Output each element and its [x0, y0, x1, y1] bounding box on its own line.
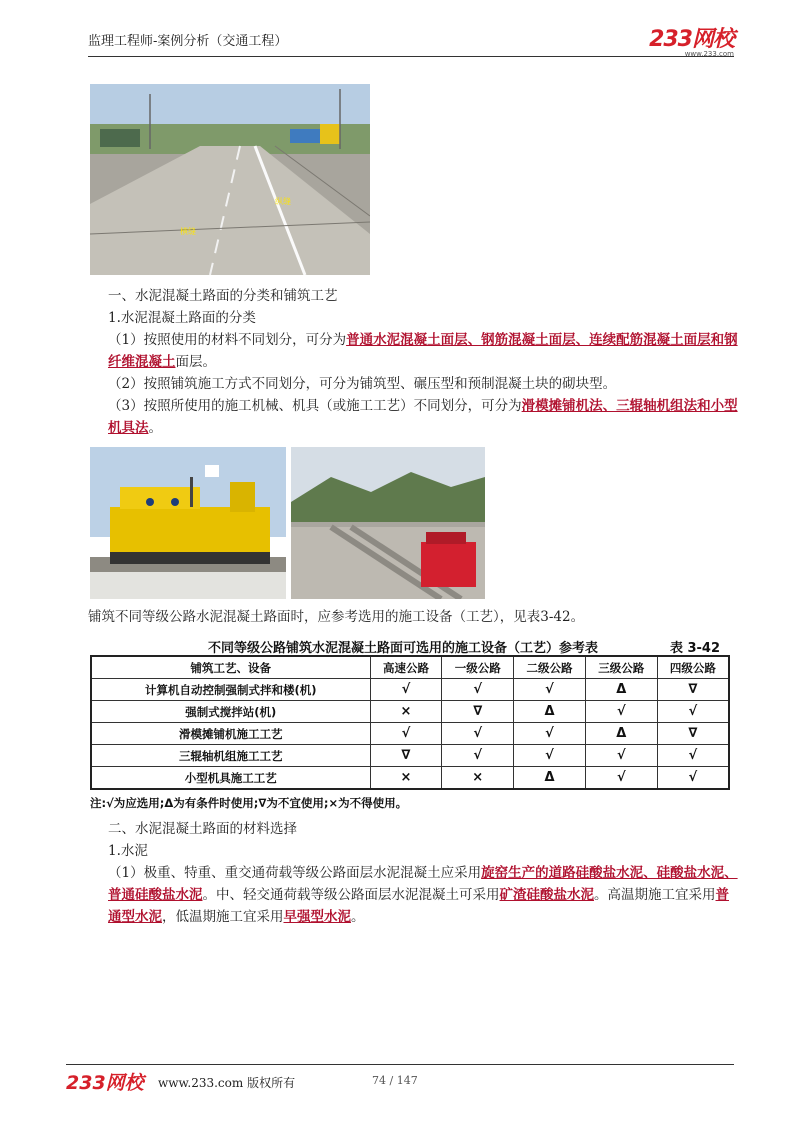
highlight-ordinary-cement: 普通型水泥	[108, 887, 729, 925]
table-cell: ×	[370, 767, 442, 790]
table-cell: ∇	[657, 723, 729, 745]
transverse-joint-label: 横缝	[180, 227, 196, 236]
table-cell: √	[514, 723, 586, 745]
page-number: 74 / 147	[372, 1074, 418, 1087]
section1-paragraph-2: （2）按照铺筑施工方式不同划分，可分为铺筑型、碾压型和预制混凝土块的砌块型。	[108, 376, 617, 392]
highlight-construction-methods: 滑模摊铺机法、三辊轴机组法和小型机具法	[108, 398, 738, 436]
table-cell: Δ	[585, 723, 657, 745]
table-cell: 三辊轴机组施工工艺	[91, 745, 370, 767]
highlight-slag-cement: 矿渣硅酸盐水泥	[499, 887, 594, 903]
table-row	[91, 723, 729, 745]
footer-copyright: www.233.com 版权所有	[158, 1076, 296, 1090]
brand-logo-url: www.233.com	[684, 50, 734, 58]
table-row	[91, 679, 729, 701]
section1-paragraph-1: （1）按照使用的材料不同划分，可分为普通水泥混凝土面层、钢筋混凝土面层、连续配筋混凝土面层和钢纤维混凝土面层。	[108, 332, 738, 370]
table-header-cell: 三级公路	[585, 656, 657, 679]
table-cell: Δ	[514, 701, 586, 723]
table-cell: ∇	[442, 701, 514, 723]
header-title: 监理工程师-案例分析（交通工程）	[88, 34, 288, 49]
longitudinal-joint-label: 纵缝	[275, 197, 291, 206]
table-title: 不同等级公路铺筑水泥混凝土路面可选用的施工设备（工艺）参考表	[208, 641, 599, 656]
section2-paragraph-1: （1）极重、特重、重交通荷载等级公路面层水泥混凝土应采用旋窑生产的道路硅酸盐水泥、硅酸盐水泥、普通硅酸盐水泥。中、轻交通荷载等级公路面层水泥混凝土可采用矿渣硅酸盐水泥。高温期施工宜采用普通型水泥，低温期施工宜采用早强型水泥。	[108, 865, 738, 925]
highlight-material-types: 普通水泥混凝土面层、钢筋混凝土面层、连续配筋混凝土面层和钢纤维混凝土	[108, 332, 738, 370]
table-header-cell: 二级公路	[514, 656, 586, 679]
brand-logo-text: 233网校	[649, 27, 734, 52]
table-cell: √	[442, 679, 514, 701]
road-joints-photo	[90, 84, 370, 275]
section2-subheading: 1.水泥	[108, 843, 148, 859]
table-cell: √	[370, 723, 442, 745]
table-header-row	[91, 656, 729, 679]
table-header-cell: 高速公路	[370, 656, 442, 679]
table-reference-sentence: 铺筑不同等级公路水泥混凝土路面时，应参考选用的施工设备（工艺），见表3-42。	[88, 609, 585, 625]
section1-text	[88, 285, 742, 439]
section1-subheading: 1.水泥混凝土路面的分类	[108, 310, 256, 326]
table-cell: √	[514, 745, 586, 767]
table-cell: √	[585, 745, 657, 767]
table-cell: √	[442, 745, 514, 767]
section1-paragraph-3: （3）按照所使用的施工机械、机具（或施工工艺）不同划分，可分为滑模摊铺机法、三辊轴机组法和小型机具法。	[108, 398, 738, 436]
section2-text	[88, 818, 742, 928]
table-row	[91, 701, 729, 723]
table-note: 注:√为应选用;Δ为有条件时使用;∇为不宜使用;×为不得使用。	[90, 796, 408, 810]
table-cell: √	[370, 679, 442, 701]
footer-divider	[66, 1064, 734, 1065]
highlight-early-strength-cement: 早强型水泥	[283, 909, 351, 925]
table-cell: √	[514, 679, 586, 701]
section2-heading: 二、水泥混凝土路面的材料选择	[108, 821, 297, 837]
slipform-paver-photo	[90, 447, 286, 599]
table-header-cell: 铺筑工艺、设备	[91, 656, 370, 679]
table-cell: √	[585, 767, 657, 790]
table-number: 表 3-42	[669, 641, 720, 656]
table-cell: ×	[442, 767, 514, 790]
table-cell: √	[585, 701, 657, 723]
highlight-heavy-traffic-cement: 旋窑生产的道路硅酸盐水泥、硅酸盐水泥、普通硅酸盐水泥	[108, 865, 738, 903]
table-cell: ×	[370, 701, 442, 723]
roller-axis-unit-photo	[291, 447, 485, 599]
table-header-cell: 四级公路	[657, 656, 729, 679]
section1-heading: 一、水泥混凝土路面的分类和铺筑工艺	[108, 288, 338, 304]
table-cell: 小型机具施工工艺	[91, 767, 370, 790]
table-row	[91, 767, 729, 790]
brand-logo[interactable]	[649, 22, 734, 58]
table-cell: ∇	[657, 679, 729, 701]
table-cell: 计算机自动控制强制式拌和楼(机)	[91, 679, 370, 701]
header-divider	[88, 56, 734, 57]
table-cell: Δ	[585, 679, 657, 701]
table-cell: √	[657, 767, 729, 790]
equipment-reference-table	[90, 655, 730, 790]
table-cell: 滑模摊铺机施工工艺	[91, 723, 370, 745]
table-cell: ∇	[370, 745, 442, 767]
table-cell: Δ	[514, 767, 586, 790]
table-header-cell: 一级公路	[442, 656, 514, 679]
table-cell: √	[657, 701, 729, 723]
footer-logo[interactable]: 233网校	[66, 1072, 144, 1094]
table-row	[91, 745, 729, 767]
table-cell: 强制式搅拌站(机)	[91, 701, 370, 723]
table-cell: √	[657, 745, 729, 767]
table-cell: √	[442, 723, 514, 745]
